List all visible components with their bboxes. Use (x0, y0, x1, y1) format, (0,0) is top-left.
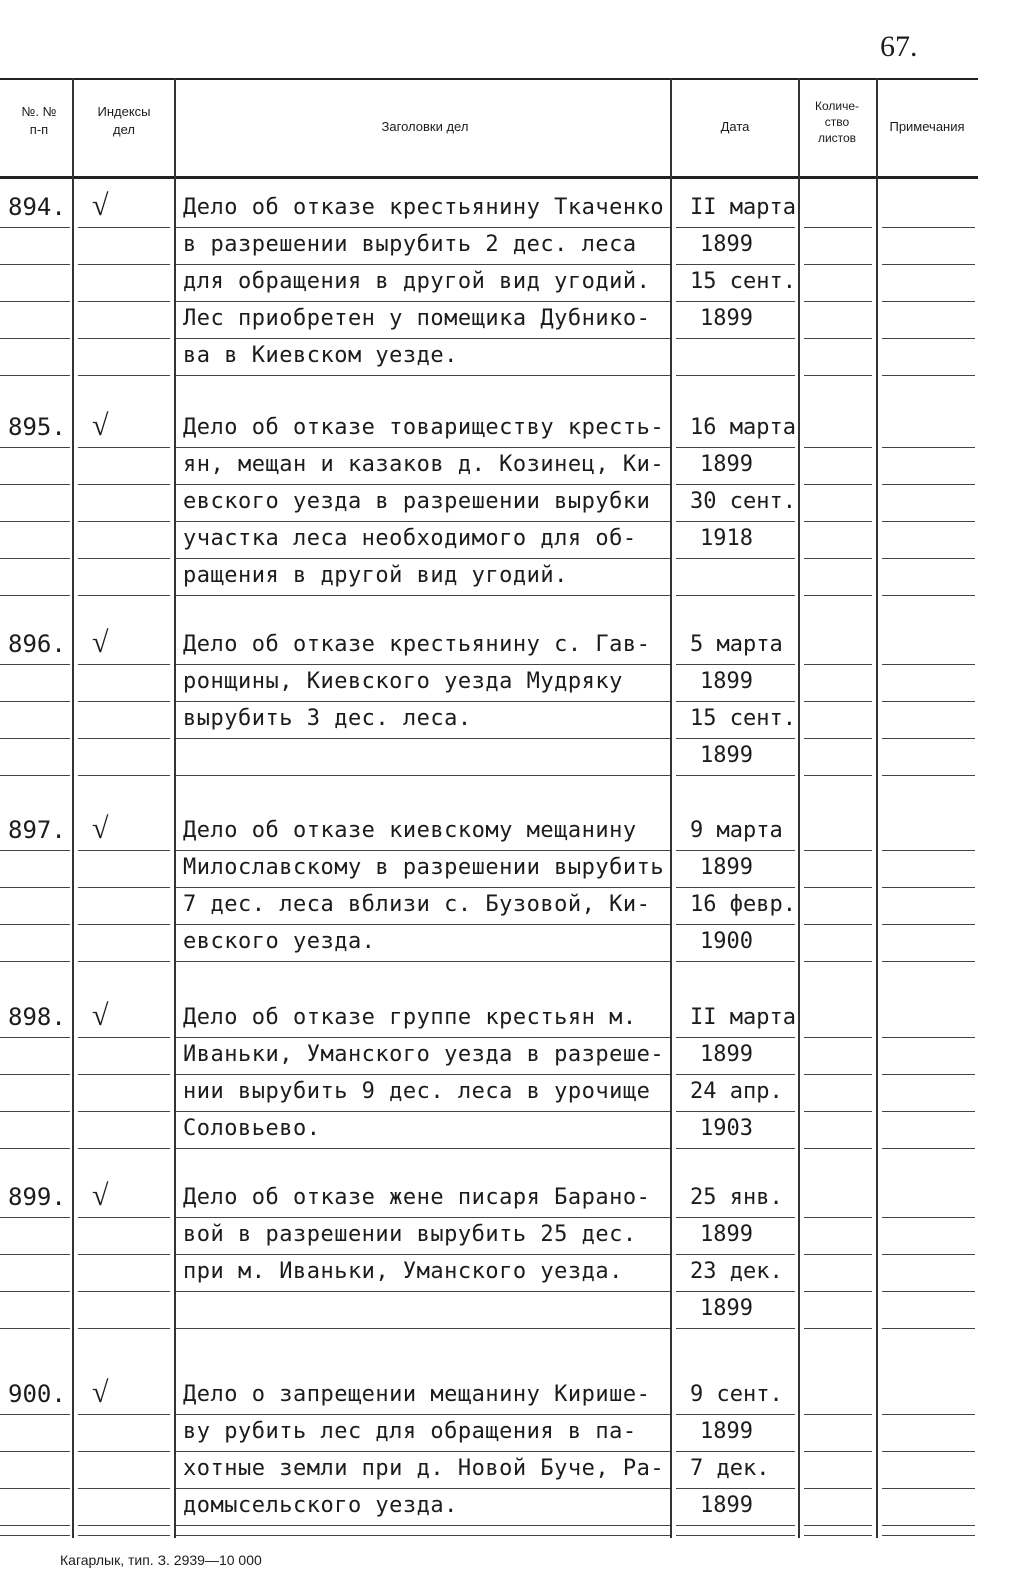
row-rule (176, 1037, 670, 1038)
row-rule (78, 924, 170, 925)
date-entry: 7 дек. (690, 1456, 770, 1481)
row-rule (882, 484, 975, 485)
row-rule (176, 850, 670, 851)
row-rule (78, 1414, 170, 1415)
row-rule (0, 1111, 70, 1112)
row-rule (804, 1451, 872, 1452)
row-rule (804, 447, 872, 448)
row-rule (78, 595, 170, 596)
row-rule (0, 887, 70, 888)
date-entry: 9 марта (690, 818, 783, 843)
title-line: евского уезда в разрешении вырубки (183, 489, 651, 514)
date-entry: 1900 (700, 929, 753, 954)
row-rule (882, 775, 975, 776)
title-line: при м. Иваньки, Уманского уезда. (183, 1259, 623, 1284)
row-rule (804, 338, 872, 339)
row-rule (176, 738, 670, 739)
row-rule (0, 1488, 70, 1489)
header-index: Индексы дел (97, 104, 151, 137)
title-line: Дело об отказе киевскому мещанину (183, 818, 637, 843)
row-rule (176, 924, 670, 925)
row-rule (882, 887, 975, 888)
col-divider-5 (876, 78, 878, 1538)
row-rule (176, 558, 670, 559)
row-rule (0, 375, 70, 376)
index-check-mark: √ (92, 626, 109, 659)
row-rule (78, 338, 170, 339)
row-rule (78, 375, 170, 376)
date-entry: II марта (690, 195, 796, 220)
title-line: Милославскому в разрешении вырубить (183, 855, 665, 880)
title-line: евского уезда. (183, 929, 376, 954)
row-rule (882, 701, 975, 702)
date-entry: 1918 (700, 526, 753, 551)
col-divider-3 (670, 78, 672, 1538)
index-check-mark: √ (92, 999, 109, 1032)
row-rule (176, 1525, 670, 1526)
row-rule (0, 338, 70, 339)
header-top-rule (0, 78, 978, 80)
bottom-rule (0, 1535, 70, 1536)
col-divider-2 (174, 78, 176, 1538)
title-line: ян, мещан и казаков д. Козинец, Ки- (183, 452, 665, 477)
row-rule (804, 1037, 872, 1038)
row-rule (176, 1488, 670, 1489)
row-rule (176, 227, 670, 228)
row-rule (676, 701, 795, 702)
date-entry: 1899 (700, 1296, 753, 1321)
date-entry: 1899 (700, 452, 753, 477)
row-rule (676, 1074, 795, 1075)
row-rule (78, 558, 170, 559)
row-rule (78, 701, 170, 702)
row-rule (676, 1217, 795, 1218)
row-rule (176, 1254, 670, 1255)
row-rule (804, 1148, 872, 1149)
date-entry: 1899 (700, 1222, 753, 1247)
row-rule (804, 521, 872, 522)
row-rule (882, 1254, 975, 1255)
row-rule (882, 1328, 975, 1329)
row-rule (0, 924, 70, 925)
row-rule (804, 484, 872, 485)
date-entry: 16 марта (690, 415, 796, 440)
row-rule (78, 1148, 170, 1149)
row-rule (0, 1254, 70, 1255)
row-rule (78, 1254, 170, 1255)
row-rule (78, 887, 170, 888)
index-check-mark: √ (92, 812, 109, 845)
header-notes: Примечания (889, 119, 965, 134)
row-rule (804, 595, 872, 596)
header-title: Заголовки дел (381, 119, 469, 134)
row-rule (804, 887, 872, 888)
row-rule (676, 227, 795, 228)
row-rule (804, 1328, 872, 1329)
row-rule (676, 1291, 795, 1292)
title-line: ронщины, Киевского уезда Мудряку (183, 669, 623, 694)
header-date: Дата (720, 119, 750, 134)
row-rule (78, 484, 170, 485)
row-rule (804, 850, 872, 851)
date-entry: 1899 (700, 1493, 753, 1518)
row-rule (176, 775, 670, 776)
row-rule (78, 1111, 170, 1112)
row-rule (0, 1451, 70, 1452)
row-rule (804, 664, 872, 665)
row-rule (176, 664, 670, 665)
row-rule (882, 924, 975, 925)
entry-number: 895. (8, 413, 66, 441)
date-entry: 1899 (700, 1419, 753, 1444)
row-rule (882, 1451, 975, 1452)
entry-number: 897. (8, 816, 66, 844)
row-rule (804, 1488, 872, 1489)
row-rule (882, 227, 975, 228)
date-entry: 1899 (700, 306, 753, 331)
row-rule (176, 1217, 670, 1218)
row-rule (676, 301, 795, 302)
row-rule (78, 1488, 170, 1489)
index-check-mark: √ (92, 409, 109, 442)
row-rule (882, 301, 975, 302)
row-rule (804, 775, 872, 776)
row-rule (0, 595, 70, 596)
row-rule (0, 664, 70, 665)
entry-number: 900. (8, 1380, 66, 1408)
row-rule (882, 961, 975, 962)
row-rule (176, 521, 670, 522)
title-line: Дело об отказе крестьянину Ткаченко (183, 195, 665, 220)
date-entry: 1899 (700, 743, 753, 768)
date-entry: 23 дек. (690, 1259, 783, 1284)
row-rule (882, 1074, 975, 1075)
title-line: в разрешении вырубить 2 дес. леса (183, 232, 637, 257)
row-rule (176, 1148, 670, 1149)
date-entry: 5 марта (690, 632, 783, 657)
index-check-mark: √ (92, 189, 109, 222)
row-rule (676, 1525, 795, 1526)
row-rule (676, 924, 795, 925)
row-rule (804, 227, 872, 228)
row-rule (176, 595, 670, 596)
row-rule (882, 664, 975, 665)
row-rule (78, 1217, 170, 1218)
row-rule (882, 264, 975, 265)
row-rule (676, 1037, 795, 1038)
row-rule (804, 1254, 872, 1255)
row-rule (0, 1148, 70, 1149)
bottom-rule (882, 1535, 975, 1536)
row-rule (78, 447, 170, 448)
row-rule (676, 1254, 795, 1255)
row-rule (176, 1451, 670, 1452)
row-rule (176, 264, 670, 265)
row-rule (804, 558, 872, 559)
row-rule (0, 447, 70, 448)
row-rule (676, 850, 795, 851)
row-rule (0, 775, 70, 776)
row-rule (0, 227, 70, 228)
row-rule (804, 924, 872, 925)
title-line: нии вырубить 9 дес. леса в урочище (183, 1079, 651, 1104)
row-rule (176, 961, 670, 962)
row-rule (804, 1414, 872, 1415)
row-rule (804, 1074, 872, 1075)
row-rule (0, 521, 70, 522)
row-rule (0, 558, 70, 559)
row-rule (78, 664, 170, 665)
row-rule (0, 1525, 70, 1526)
row-rule (78, 738, 170, 739)
row-rule (882, 375, 975, 376)
row-rule (0, 738, 70, 739)
row-rule (882, 738, 975, 739)
row-rule (78, 264, 170, 265)
row-rule (78, 1328, 170, 1329)
row-rule (176, 375, 670, 376)
title-line: Дело о запрещении мещанину Кирише- (183, 1382, 651, 1407)
date-entry: 1899 (700, 855, 753, 880)
row-rule (804, 1217, 872, 1218)
row-rule (804, 375, 872, 376)
row-rule (676, 1414, 795, 1415)
title-line: ращения в другой вид угодий. (183, 563, 568, 588)
row-rule (0, 264, 70, 265)
date-entry: 1899 (700, 232, 753, 257)
row-rule (78, 1074, 170, 1075)
row-rule (0, 1414, 70, 1415)
header-bottom-rule (0, 176, 978, 179)
row-rule (882, 521, 975, 522)
title-line: ва в Киевском уезде. (183, 343, 458, 368)
row-rule (676, 738, 795, 739)
date-entry: 9 сент. (690, 1382, 783, 1407)
row-rule (176, 1328, 670, 1329)
title-line: вырубить 3 дес. леса. (183, 706, 472, 731)
row-rule (804, 738, 872, 739)
row-rule (882, 1111, 975, 1112)
row-rule (882, 1291, 975, 1292)
row-rule (0, 701, 70, 702)
date-entry: 16 февр. (690, 892, 796, 917)
row-rule (676, 1111, 795, 1112)
date-entry: 24 апр. (690, 1079, 783, 1104)
row-rule (78, 850, 170, 851)
entry-number: 898. (8, 1003, 66, 1031)
title-line: хотные земли при д. Новой Буче, Ра- (183, 1456, 665, 1481)
title-line: Дело об отказе крестьянину с. Гав- (183, 632, 651, 657)
row-rule (0, 1037, 70, 1038)
bottom-rule (804, 1535, 872, 1536)
row-rule (882, 1525, 975, 1526)
row-rule (804, 301, 872, 302)
row-rule (676, 961, 795, 962)
bottom-rule (78, 1535, 170, 1536)
row-rule (882, 338, 975, 339)
row-rule (176, 701, 670, 702)
row-rule (676, 264, 795, 265)
row-rule (0, 1074, 70, 1075)
row-rule (0, 1217, 70, 1218)
row-rule (676, 775, 795, 776)
row-rule (676, 1488, 795, 1489)
title-line: Дело об отказе товариществу кресть- (183, 415, 665, 440)
date-entry: 30 сент. (690, 489, 796, 514)
row-rule (78, 1525, 170, 1526)
row-rule (176, 887, 670, 888)
title-line: для обращения в другой вид угодий. (183, 269, 651, 294)
page-number: 67. (880, 30, 918, 63)
date-entry: 25 янв. (690, 1185, 783, 1210)
date-entry: 1903 (700, 1116, 753, 1141)
title-line: Лес приобретен у помещика Дубнико- (183, 306, 651, 331)
row-rule (676, 664, 795, 665)
index-check-mark: √ (92, 1179, 109, 1212)
row-rule (676, 887, 795, 888)
row-rule (882, 1037, 975, 1038)
row-rule (676, 1451, 795, 1452)
row-rule (882, 447, 975, 448)
col-divider-1 (72, 78, 74, 1538)
row-rule (676, 447, 795, 448)
row-rule (882, 595, 975, 596)
row-rule (804, 1525, 872, 1526)
row-rule (676, 521, 795, 522)
row-rule (176, 1111, 670, 1112)
row-rule (78, 227, 170, 228)
row-rule (78, 301, 170, 302)
row-rule (0, 484, 70, 485)
row-rule (0, 1328, 70, 1329)
row-rule (176, 1291, 670, 1292)
row-rule (676, 1148, 795, 1149)
header-no: №. № п-п (21, 104, 57, 137)
title-line: 7 дес. леса вблизи с. Бузовой, Ки- (183, 892, 651, 917)
row-rule (0, 850, 70, 851)
date-entry: II марта (690, 1005, 796, 1030)
title-line: Соловьево. (183, 1116, 321, 1141)
date-entry: 1899 (700, 669, 753, 694)
row-rule (176, 1414, 670, 1415)
title-line: Дело об отказе группе крестьян м. (183, 1005, 637, 1030)
row-rule (882, 558, 975, 559)
row-rule (176, 447, 670, 448)
row-rule (676, 484, 795, 485)
row-rule (0, 1291, 70, 1292)
row-rule (78, 775, 170, 776)
bottom-rule (676, 1535, 795, 1536)
header-count: Количе- ство листов (814, 99, 860, 145)
row-rule (176, 1074, 670, 1075)
row-rule (78, 1451, 170, 1452)
date-entry: 15 сент. (690, 269, 796, 294)
col-divider-4 (798, 78, 800, 1538)
entry-number: 894. (8, 193, 66, 221)
row-rule (676, 558, 795, 559)
row-rule (78, 1291, 170, 1292)
title-line: Иваньки, Уманского уезда в разреше- (183, 1042, 665, 1067)
bottom-rule (176, 1535, 670, 1536)
date-entry: 15 сент. (690, 706, 796, 731)
row-rule (882, 1488, 975, 1489)
row-rule (804, 701, 872, 702)
row-rule (676, 1328, 795, 1329)
row-rule (882, 1148, 975, 1149)
entry-number: 896. (8, 630, 66, 658)
row-rule (176, 301, 670, 302)
row-rule (176, 484, 670, 485)
date-entry: 1899 (700, 1042, 753, 1067)
entry-number: 899. (8, 1183, 66, 1211)
row-rule (0, 961, 70, 962)
row-rule (882, 1414, 975, 1415)
row-rule (804, 264, 872, 265)
row-rule (882, 1217, 975, 1218)
row-rule (676, 338, 795, 339)
row-rule (882, 850, 975, 851)
row-rule (176, 338, 670, 339)
row-rule (0, 301, 70, 302)
title-line: участка леса необходимого для об- (183, 526, 637, 551)
printer-footer: Кагарлык, тип. З. 2939—10 000 (60, 1552, 262, 1568)
row-rule (804, 1111, 872, 1112)
title-line: вой в разрешении вырубить 25 дес. (183, 1222, 637, 1247)
index-check-mark: √ (92, 1376, 109, 1409)
row-rule (78, 521, 170, 522)
row-rule (676, 375, 795, 376)
row-rule (78, 1037, 170, 1038)
row-rule (804, 1291, 872, 1292)
title-line: домысельского уезда. (183, 1493, 458, 1518)
row-rule (78, 961, 170, 962)
row-rule (804, 961, 872, 962)
row-rule (676, 595, 795, 596)
title-line: ву рубить лес для обращения в па- (183, 1419, 637, 1444)
title-line: Дело об отказе жене писаря Барано- (183, 1185, 651, 1210)
